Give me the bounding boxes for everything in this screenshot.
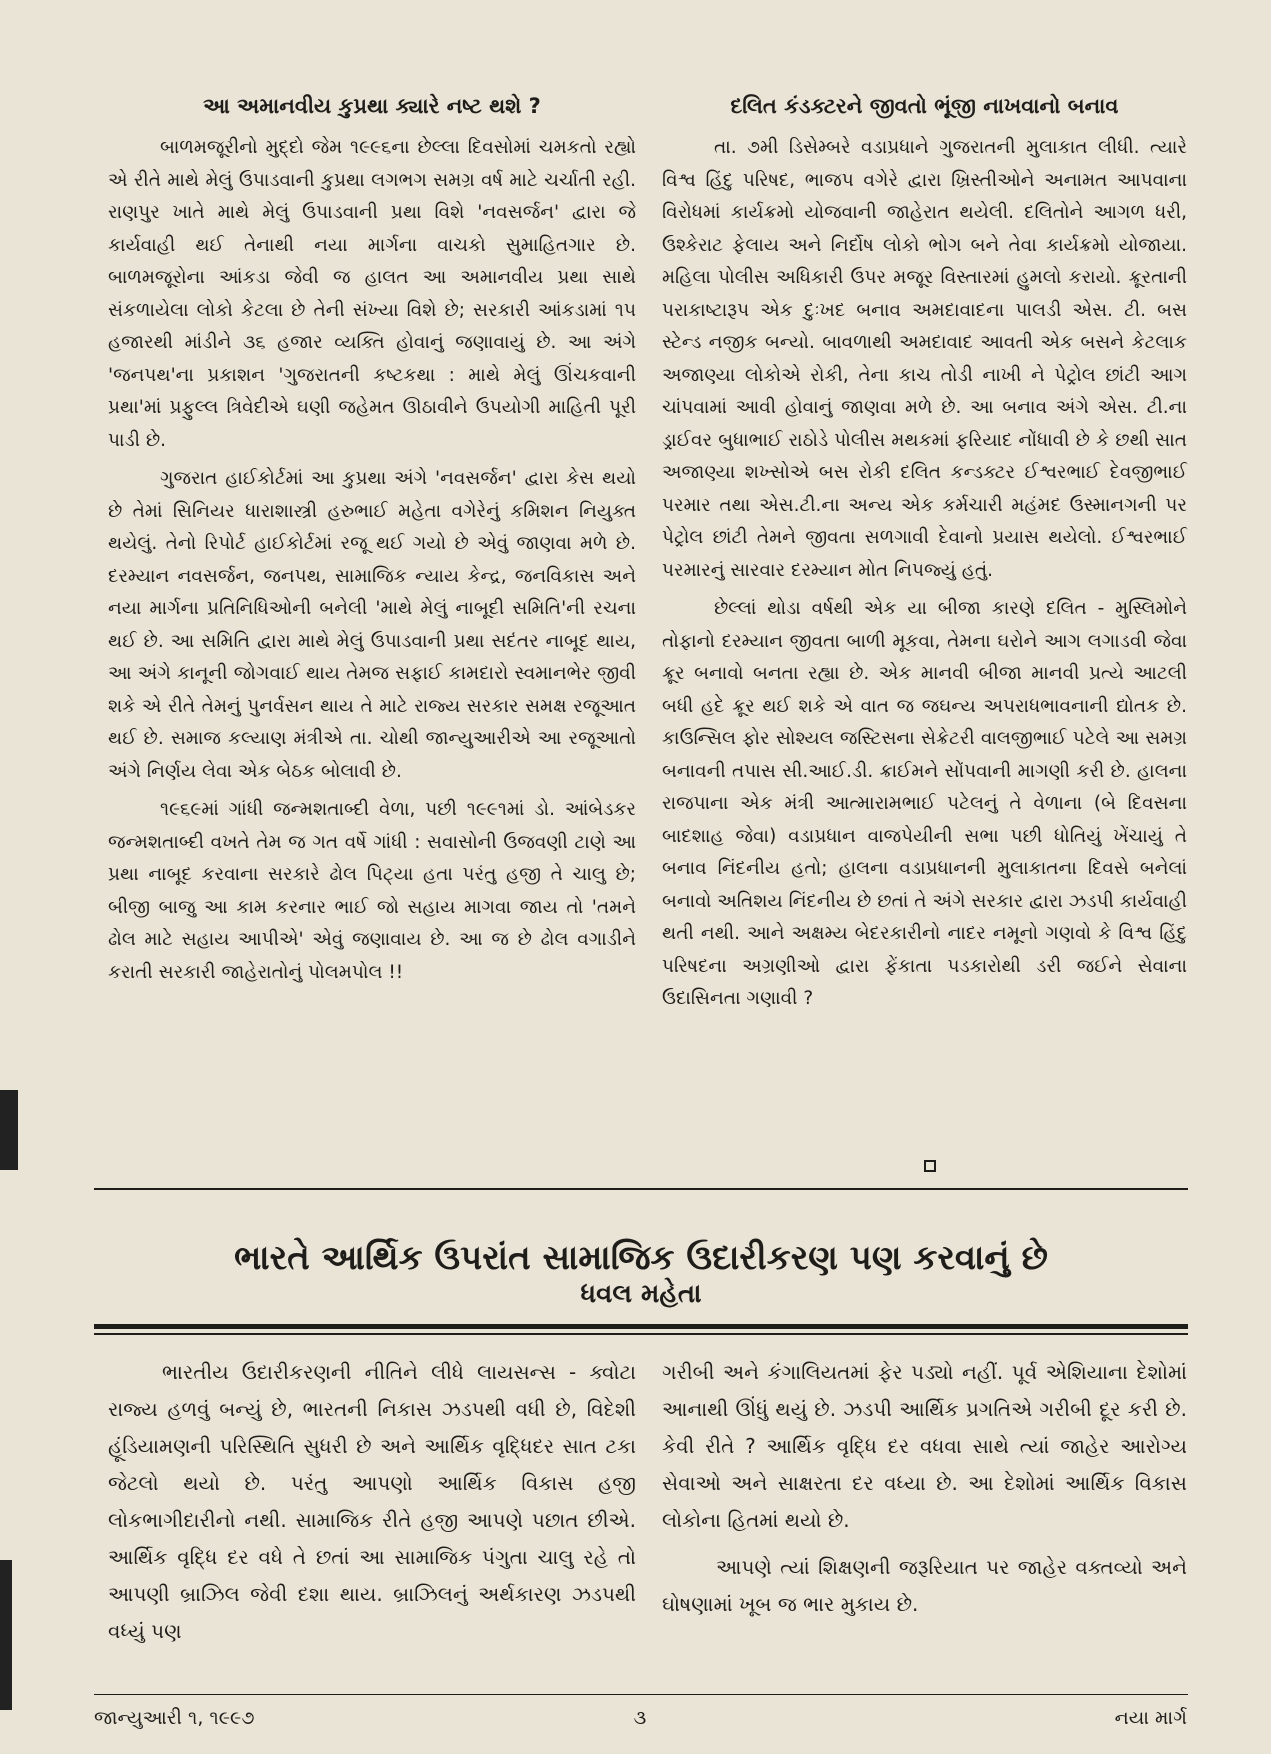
main-article-paragraph: ગરીબી અને કંગાલિયતમાં ફેર પડ્યો નહીં. પૂર્વ એશિયાના દેશોમાં આનાથી ઊંધું થયું છે. ઝડપી આર્થિક પ્રગતિએ ગરીબી દૂર કરી છે. કેવી રીતે ? આર્થિક વૃદ્ધિ દર વધવા સાથે ત્યાં જાહેર આરોગ્ય સેવાઓ અને સાક્ષરતા દર વધ્યા છે. આ દેશોમાં આર્થિક વિકાસ લોકોના હિતમાં થયો છે. — [662, 1360, 1187, 1532]
left-article — [108, 92, 636, 995]
main-article-paragraph: આપણે ત્યાં શિક્ષણની જરૂરિયાત પર જાહેર વક્તવ્યો અને ઘોષણામાં ખૂબ જ ભાર મુકાય છે. — [662, 1555, 1187, 1616]
title-double-rule — [94, 1324, 1188, 1329]
right-article-title: દલિત કંડક્ટરને જીવતો ભૂંજી નાખવાનો બનાવ — [730, 94, 1119, 118]
main-article-paragraph: ભારતીય ઉદારીકરણની નીતિને લીધે લાયસન્સ - ક્વોટા રાજ્ય હળવું બન્યું છે, ભારતની નિકાસ ઝડપથી વધી છે, વિદેશી હૂંડિયામણની પરિસ્થિતિ સુધરી છે અને આર્થિક વૃદ્ધિદર સાત ટકા જેટલો થયો છે. પરંતુ આપણો આર્થિક વિકાસ હજી લોકભાગીદારીનો નથી. સામાજિક રીતે હજી આપણે પછાત છીએ. આર્થિક વૃદ્ધિ દર વધે તે છતાં આ સામાજિક પંગુતા ચાલુ રહે તો આપણી બ્રાઝિલ જેવી દશા થાય. બ્રાઝિલનું અર્થકારણ ઝડપથી વધ્યું પણ — [108, 1360, 636, 1643]
footer-date: જાન્યુઆરી ૧, ૧૯૯૭ — [94, 1707, 255, 1729]
main-article-author: ધવલ મહેતા — [580, 1279, 702, 1309]
section-divider — [94, 1188, 1188, 1190]
right-article-paragraph: તા. ૭મી ડિસેમ્બરે વડાપ્રધાને ગુજરાતની મુલાકાત લીધી. ત્યારે વિશ્વ હિંદુ પરિષદ, ભાજપ વગેરે દ્વારા ખ્રિસ્તીઓને અનામત આપવાના વિરોધમાં કાર્યક્રમો યોજવાની જાહેરાત થયેલી. દલિતોને આગળ ધરી, ઉશ્કેરાટ ફેલાય અને નિર્દોષ લોકો ભોગ બને તેવા કાર્યક્રમો યોજાયા. મહિલા પોલીસ અધિકારી ઉપર મજૂર વિસ્તારમાં હુમલો કરાયો. ક્રૂરતાની પરાકાષ્ટારૂપ એક દુઃખદ બનાવ અમદાવાદના પાલડી એસ. ટી. બસ સ્ટેન્ડ નજીક બન્યો. બાવળાથી અમદાવાદ આવતી એક બસને કેટલાક અજાણ્યા લોકોએ રોકી, તેના કાચ તોડી નાખી ને પેટ્રોલ છાંટી આગ ચાંપવામાં આવી હોવાનું જાણવા મળે છે. આ બનાવ અંગે એસ. ટી.ના ડ્રાઈવર બુધાભાઈ રાઠોડે પોલીસ મથકમાં ફરિયાદ નોંધાવી છે કે છથી સાત અજાણ્યા શખ્સોએ બસ રોકી દલિત કન્ડક્ટર ઈશ્વરભાઈ દેવજીભાઈ પરમાર તથા એસ.ટી.ના અન્ય એક કર્મચારી મહંમદ ઉસ્માનગની પર પેટ્રોલ છાંટી તેમને જીવતા સળગાવી દેવાનો પ્રયાસ થયેલો. ઈશ્વરભાઈ પરમારનું સારવાર દરમ્યાન મોત નિપજ્યું હતું. — [662, 137, 1187, 581]
binding-edge-mark — [0, 1090, 18, 1170]
footer-divider — [94, 1694, 1188, 1695]
title-double-rule — [94, 1333, 1188, 1335]
article-end-mark — [924, 1160, 936, 1172]
left-article-paragraph: બાળમજૂરીનો મુદ્દો જેમ ૧૯૯૬ના છેલ્લા દિવસોમાં ચમકતો રહ્યો એ રીતે માથે મેલું ઉપાડવાની કુપ્રથા લગભગ સમગ્ર વર્ષ માટે ચર્ચાતી રહી. રાણપુર ખાતે માથે મેલું ઉપાડવાની પ્રથા વિશે 'નવસર્જન' દ્વારા જે કાર્યવાહી થઈ તેનાથી નયા માર્ગના વાચકો સુમાહિતગાર છે. બાળમજૂરોના આંકડા જેવી જ હાલત આ અમાનવીય પ્રથા સાથે સંકળાયેલા લોકો કેટલા છે તેની સંખ્યા વિશે છે; સરકારી આંકડામાં ૧૫ હજારથી માંડીને ૩૬ હજાર વ્યક્તિ હોવાનું જણાવાયું છે. આ અંગે 'જનપથ'ના પ્રકાશન 'ગુજરાતની કષ્ટકથા : માથે મેલું ઊંચકવાની પ્રથા'માં પ્રફુલ્લ ત્રિવેદીએ ઘણી જહેમત ઊઠાવીને ઉપયોગી માહિતી પૂરી પાડી છે. — [108, 137, 636, 451]
left-article-paragraph: ગુજરાત હાઈકોર્ટમાં આ કુપ્રથા અંગે 'નવસર્જન' દ્વારા કેસ થયો છે તેમાં સિનિયર ધારાશાસ્ત્રી હરુભાઈ મહેતા વગેરેનું કમિશન નિયુક્ત થયેલું. તેનો રિપોર્ટ હાઈકોર્ટમાં રજૂ થઈ ગયો છે એવું જાણવા મળે છે. દરમ્યાન નવસર્જન, જનપથ, સામાજિક ન્યાય કેન્દ્ર, જનવિકાસ અને નયા માર્ગના પ્રતિનિધિઓની બનેલી 'માથે મેલું નાબૂદી સમિતિ'ની રચના થઈ છે. આ સમિતિ દ્વારા માથે મેલું ઉપાડવાની પ્રથા સદંતર નાબૂદ થાય, આ અંગે કાનૂની જોગવાઈ થાય તેમજ સફાઈ કામદારો સ્વમાનભેર જીવી શકે એ રીતે તેમનું પુનર્વસન થાય તે માટે રાજ્ય સરકાર સમક્ષ રજૂઆત થઈ છે. સમાજ કલ્યાણ મંત્રીએ તા. ચોથી જાન્યુઆરીએ આ રજૂઆતો અંગે નિર્ણય લેવા એક બેઠક બોલાવી છે. — [108, 468, 636, 782]
right-article — [662, 92, 1187, 1022]
publication-name: નયા માર્ગ — [1114, 1707, 1187, 1729]
main-article-left-column — [108, 1354, 636, 1660]
main-article-title: ભારતે આર્થિક ઉપરાંત સામાજિક ઉદારીકરણ પણ કરવાનું છે — [234, 1237, 1048, 1278]
left-article-paragraph: ૧૯૬૯માં ગાંધી જન્મશતાબ્દી વેળા, પછી ૧૯૯૧માં ડો. આંબેડકર જન્મશતાબ્દી વખતે તેમ જ ગત વર્ષે ગાંધી : સવાસોની ઉજવણી ટાણે આ પ્રથા નાબૂદ કરવાના સરકારે ઢોલ પિટ્યા હતા પરંતુ હજી તે ચાલુ છે; બીજી બાજુ આ કામ કરનાર ભાઈ જો સહાય માગવા જાય તો 'તમને ઢોલ માટે સહાય આપીએ' એવું જણાવાય છે. આ જ છે ઢોલ વગાડીને કરાતી સરકારી જાહેરાતોનું પોલમપોલ !! — [108, 799, 636, 983]
main-article-right-column — [662, 1354, 1187, 1633]
page-number: ૩ — [633, 1707, 647, 1729]
left-article-title: આ અમાનવીય કુપ્રથા ક્યારે નષ્ટ થશે ? — [203, 94, 541, 118]
right-article-paragraph: છેલ્લાં થોડા વર્ષથી એક યા બીજા કારણે દલિત - મુસ્લિમોને તોફાનો દરમ્યાન જીવતા બાળી મૂકવા, તેમના ઘરોને આગ લગાડવી જેવા ક્રૂર બનાવો બનતા રહ્યા છે. એક માનવી બીજા માનવી પ્રત્યે આટલી બધી હદે ક્રૂર થઈ શકે એ વાત જ જઘન્ય અપરાધભાવનાની દ્યોતક છે. કાઉન્સિલ ફોર સોશ્યલ જસ્ટિસના સેક્રેટરી વાલજીભાઈ પટેલે આ સમગ્ર બનાવની તપાસ સી.આઈ.ડી. ક્રાઈમને સોંપવાની માગણી કરી છે. હાલના રાજપાના એક મંત્રી આત્મારામભાઈ પટેલનું તે વેળાના (બે દિવસના બાદશાહ જેવા) વડાપ્રધાન વાજપેયીની સભા પછી ધોતિયું ખેંચાયું તે બનાવ નિંદનીય હતો; હાલના વડાપ્રધાનની મુલાકાતના દિવસે બનેલાં બનાવો અતિશય નિંદનીય છે છતાં તે અંગે સરકાર દ્વારા ઝડપી કાર્યવાહી થતી નથી. આને અક્ષમ્ય બેદરકારીનો નાદર નમૂનો ગણવો કે વિશ્વ હિંદુ પરિષદના અગ્રણીઓ દ્વારા ફેંકાતા પડકારોથી ડરી જઈને સેવાના ઉદાસિનતા ગણાવી ? — [662, 598, 1187, 1009]
binding-edge-mark — [0, 1560, 12, 1710]
